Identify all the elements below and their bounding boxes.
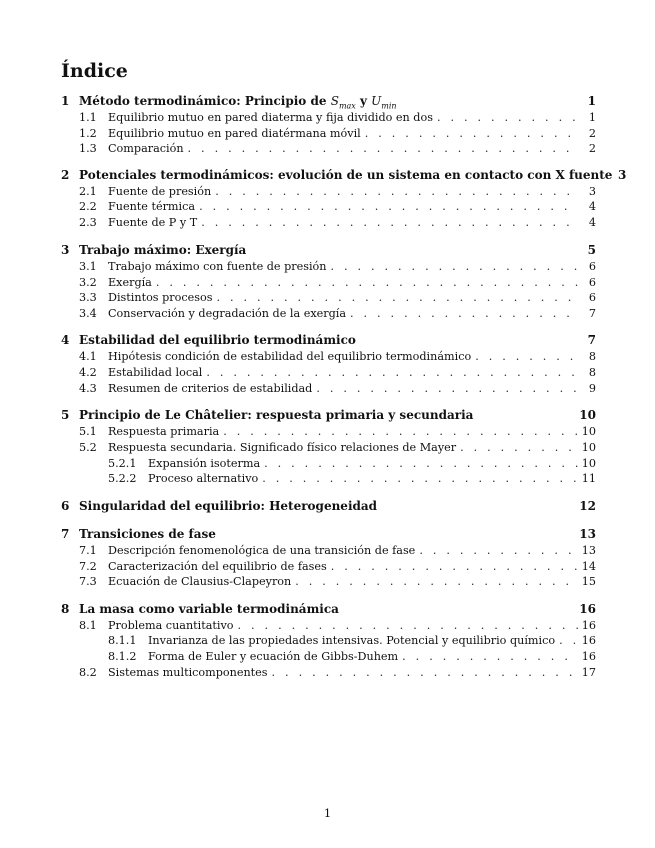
toc-subsection[interactable]	[79, 665, 596, 680]
toc-subsection[interactable]	[79, 381, 596, 396]
toc-entry-number: 4.3	[79, 382, 97, 395]
toc-subsection[interactable]	[79, 618, 596, 633]
toc-entry-page: 8	[588, 366, 596, 379]
toc-dot-leader	[238, 618, 578, 633]
toc-dot-leader	[272, 665, 578, 680]
toc-entry-number: 6	[61, 499, 70, 513]
toc-entry-number: 2.1	[79, 185, 97, 198]
toc-entry-title: Comparación	[108, 142, 184, 155]
toc-entry-number: 1.1	[79, 111, 97, 124]
toc-dot-leader	[316, 381, 578, 396]
toc-dot-leader	[350, 306, 578, 321]
toc-subsection[interactable]	[79, 559, 596, 574]
toc-entry-title: Respuesta primaria	[108, 425, 220, 438]
math-u-min: $U_{min}$	[371, 94, 397, 111]
toc-entry-page: 2	[588, 127, 596, 140]
toc-dot-leader	[262, 471, 578, 486]
toc-entry-title: Distintos procesos	[108, 291, 213, 304]
toc-entry-title: Fuente de presión	[108, 185, 212, 198]
math-s-max: $S_{max}$	[330, 94, 356, 111]
toc-entry-page: 16	[581, 619, 596, 632]
toc-subsection[interactable]	[79, 349, 596, 364]
toc-dot-leader	[264, 456, 578, 471]
toc-entry-page: 17	[581, 666, 596, 679]
toc-entry-page: 13	[581, 544, 596, 557]
toc-entry-page: 16	[581, 634, 596, 647]
toc-subsection[interactable]	[79, 110, 596, 125]
toc-entry-title: Equilibrio mutuo en pared diatérmana móvil	[108, 127, 361, 140]
toc-section[interactable]	[61, 168, 627, 183]
toc-entry-number: 2.2	[79, 200, 97, 213]
toc-dot-leader	[331, 559, 578, 574]
toc-entry-page: 14	[581, 560, 596, 573]
toc-entry-number: 2	[61, 168, 70, 182]
toc-entry-title: Invarianza de las propiedades intensivas. Potencial y equilibrio químico	[148, 634, 556, 647]
toc-entry-title: Resumen de criterios de estabilidad	[108, 382, 313, 395]
toc-entry-title: Caracterización del equilibrio de fases	[108, 560, 327, 573]
toc-dot-leader	[460, 440, 578, 455]
toc-subsection[interactable]	[79, 424, 596, 439]
toc-entry-title: Método termodinámico: Principio de $S_{max}$ y $U_{min}$	[79, 94, 397, 111]
toc-entry-title: Forma de Euler y ecuación de Gibbs-Duhem	[148, 650, 399, 663]
toc-entry-page: 7	[588, 307, 596, 320]
toc-dot-leader	[330, 259, 578, 274]
toc-subsection[interactable]	[79, 259, 596, 274]
toc-subsubsection[interactable]	[108, 456, 596, 471]
toc-subsection[interactable]	[79, 275, 596, 290]
toc-subsection[interactable]	[79, 141, 596, 156]
toc-entry-title: Estabilidad del equilibrio termodinámico	[79, 333, 356, 347]
toc-entry-page: 4	[588, 216, 596, 229]
toc-entry-title: Singularidad del equilibrio: Heterogeneidad	[79, 499, 378, 513]
toc-section[interactable]	[61, 602, 596, 617]
toc-entry-page: 4	[588, 200, 596, 213]
toc-entry-number: 8.1	[79, 619, 97, 632]
toc-entry-number: 7.2	[79, 560, 97, 573]
toc-section[interactable]	[61, 527, 596, 542]
toc-subsection[interactable]	[79, 543, 596, 558]
toc-entry-title: La masa como variable termodinámica	[79, 602, 339, 616]
page-number: 1	[323, 806, 332, 820]
toc-entry-number: 3.3	[79, 291, 97, 304]
toc-subsubsection[interactable]	[108, 633, 596, 648]
toc-entry-title: Exergía	[108, 276, 152, 289]
toc-entry-title: Potenciales termodinámicos: evolución de un sistema en contacto con X fuente	[79, 168, 613, 182]
toc-entry-page: 1	[588, 111, 596, 124]
toc-entry-title: Trabajo máximo con fuente de presión	[108, 260, 327, 273]
toc-entry-title: Expansión isoterma	[148, 457, 261, 470]
toc-subsection[interactable]	[79, 306, 596, 321]
toc-entry-page: 8	[588, 350, 596, 363]
toc-entry-number: 5.2.2	[108, 472, 137, 485]
toc-subsection[interactable]	[79, 184, 596, 199]
toc-entry-title: Proceso alternativo	[148, 472, 259, 485]
toc-subsection[interactable]	[79, 440, 596, 455]
toc-entry-title: Sistemas multicomponentes	[108, 666, 268, 679]
toc-entry-page: 10	[581, 441, 596, 454]
toc-title: Índice	[61, 60, 128, 82]
toc-dot-leader	[365, 126, 578, 141]
toc-dot-leader	[188, 141, 578, 156]
toc-entry-number: 8.2	[79, 666, 97, 679]
toc-dot-leader	[419, 543, 577, 558]
toc-entry-page: 10	[581, 457, 596, 470]
toc-entry-page: 15	[581, 575, 596, 588]
toc-entry-number: 8.1.1	[108, 634, 137, 647]
toc-entry-page: 1	[587, 94, 596, 108]
toc-entry-number: 5	[61, 408, 70, 422]
toc-entry-page: 6	[588, 291, 596, 304]
toc-entry-number: 7	[61, 527, 70, 541]
toc-entry-page: 10	[579, 408, 596, 422]
toc-section[interactable]	[61, 243, 596, 258]
toc-dot-leader	[559, 633, 578, 648]
toc-subsection[interactable]	[79, 199, 596, 214]
toc-subsection[interactable]	[79, 126, 596, 141]
toc-dot-leader	[295, 574, 578, 589]
toc-entry-number: 1.2	[79, 127, 97, 140]
toc-entry-page: 2	[588, 142, 596, 155]
toc-subsubsection[interactable]	[108, 649, 596, 664]
toc-entry-page: 11	[581, 472, 596, 485]
toc-entry-number: 3	[61, 243, 70, 257]
toc-entry-title: Ecuación de Clausius-Clapeyron	[108, 575, 292, 588]
toc-dot-leader	[223, 424, 578, 439]
toc-entry-number: 4.2	[79, 366, 97, 379]
toc-entry-page: 6	[588, 276, 596, 289]
toc-entry-number: 1	[61, 94, 70, 108]
toc-dot-leader	[437, 110, 578, 125]
toc-section[interactable]	[61, 333, 596, 348]
toc-entry-page: 3	[618, 168, 627, 182]
toc-entry-page: 3	[588, 185, 596, 198]
toc-entry-number: 4.1	[79, 350, 97, 363]
toc-section[interactable]	[61, 408, 596, 423]
toc-entry-number: 3.1	[79, 260, 97, 273]
toc-subsection[interactable]	[79, 215, 596, 230]
toc-entry-number: 4	[61, 333, 70, 347]
toc-entry-page: 16	[581, 650, 596, 663]
toc-entry-number: 8	[61, 602, 70, 616]
toc-entry-title: Fuente de P y T	[108, 216, 198, 229]
toc-entry-page: 13	[579, 527, 596, 541]
toc-entry-number: 3.2	[79, 276, 97, 289]
toc-entry-number: 5.2.1	[108, 457, 137, 470]
toc-dot-leader	[156, 275, 578, 290]
toc-dot-leader	[216, 290, 578, 305]
toc-entry-page: 6	[588, 260, 596, 273]
toc-entry-title: Fuente térmica	[108, 200, 196, 213]
toc-entry-page: 7	[587, 333, 596, 347]
toc-entry-title: Estabilidad local	[108, 366, 203, 379]
toc-dot-leader	[206, 365, 578, 380]
toc-entry-page: 10	[581, 425, 596, 438]
toc-entry-title: Respuesta secundaria. Significado físico relaciones de Mayer	[108, 441, 457, 454]
toc-entry-title: Hipótesis condición de estabilidad del equilibrio termodinámico	[108, 350, 472, 363]
toc-dot-leader	[201, 215, 578, 230]
toc-entry-title: Conservación y degradación de la exergía	[108, 307, 347, 320]
toc-entry-number: 5.2	[79, 441, 97, 454]
toc-dot-leader	[215, 184, 578, 199]
toc-dot-leader	[199, 199, 578, 214]
toc-subsubsection[interactable]	[108, 471, 596, 486]
toc-entry-number: 7.3	[79, 575, 97, 588]
toc-entry-title: Principio de Le Châtelier: respuesta primaria y secundaria	[79, 408, 474, 422]
toc-entry-page: 5	[587, 243, 596, 257]
toc-entry-number: 1.3	[79, 142, 97, 155]
toc-entry-number: 8.1.2	[108, 650, 137, 663]
toc-section[interactable]	[61, 94, 596, 109]
toc-entry-number: 7.1	[79, 544, 97, 557]
toc-entry-title: Transiciones de fase	[79, 527, 216, 541]
toc-entry-title: Descripción fenomenológica de una transición de fase	[108, 544, 416, 557]
toc-entry-page: 16	[579, 602, 596, 616]
toc-entry-number: 5.1	[79, 425, 97, 438]
toc-entry-title: Equilibrio mutuo en pared diaterma y fija dividido en dos	[108, 111, 433, 124]
toc-subsection[interactable]	[79, 365, 596, 380]
toc-dot-leader	[475, 349, 578, 364]
toc-subsection[interactable]	[79, 290, 596, 305]
toc-entry-title: Trabajo máximo: Exergía	[79, 243, 247, 257]
toc-entry-title: Problema cuantitativo	[108, 619, 234, 632]
toc-entry-number: 2.3	[79, 216, 97, 229]
toc-entry-page: 9	[588, 382, 596, 395]
toc-entry-number: 3.4	[79, 307, 97, 320]
toc-entry-page: 12	[579, 499, 596, 513]
toc-dot-leader	[402, 649, 578, 664]
toc-subsection[interactable]	[79, 574, 596, 589]
toc-section[interactable]	[61, 499, 596, 514]
math-and: y	[355, 94, 372, 108]
